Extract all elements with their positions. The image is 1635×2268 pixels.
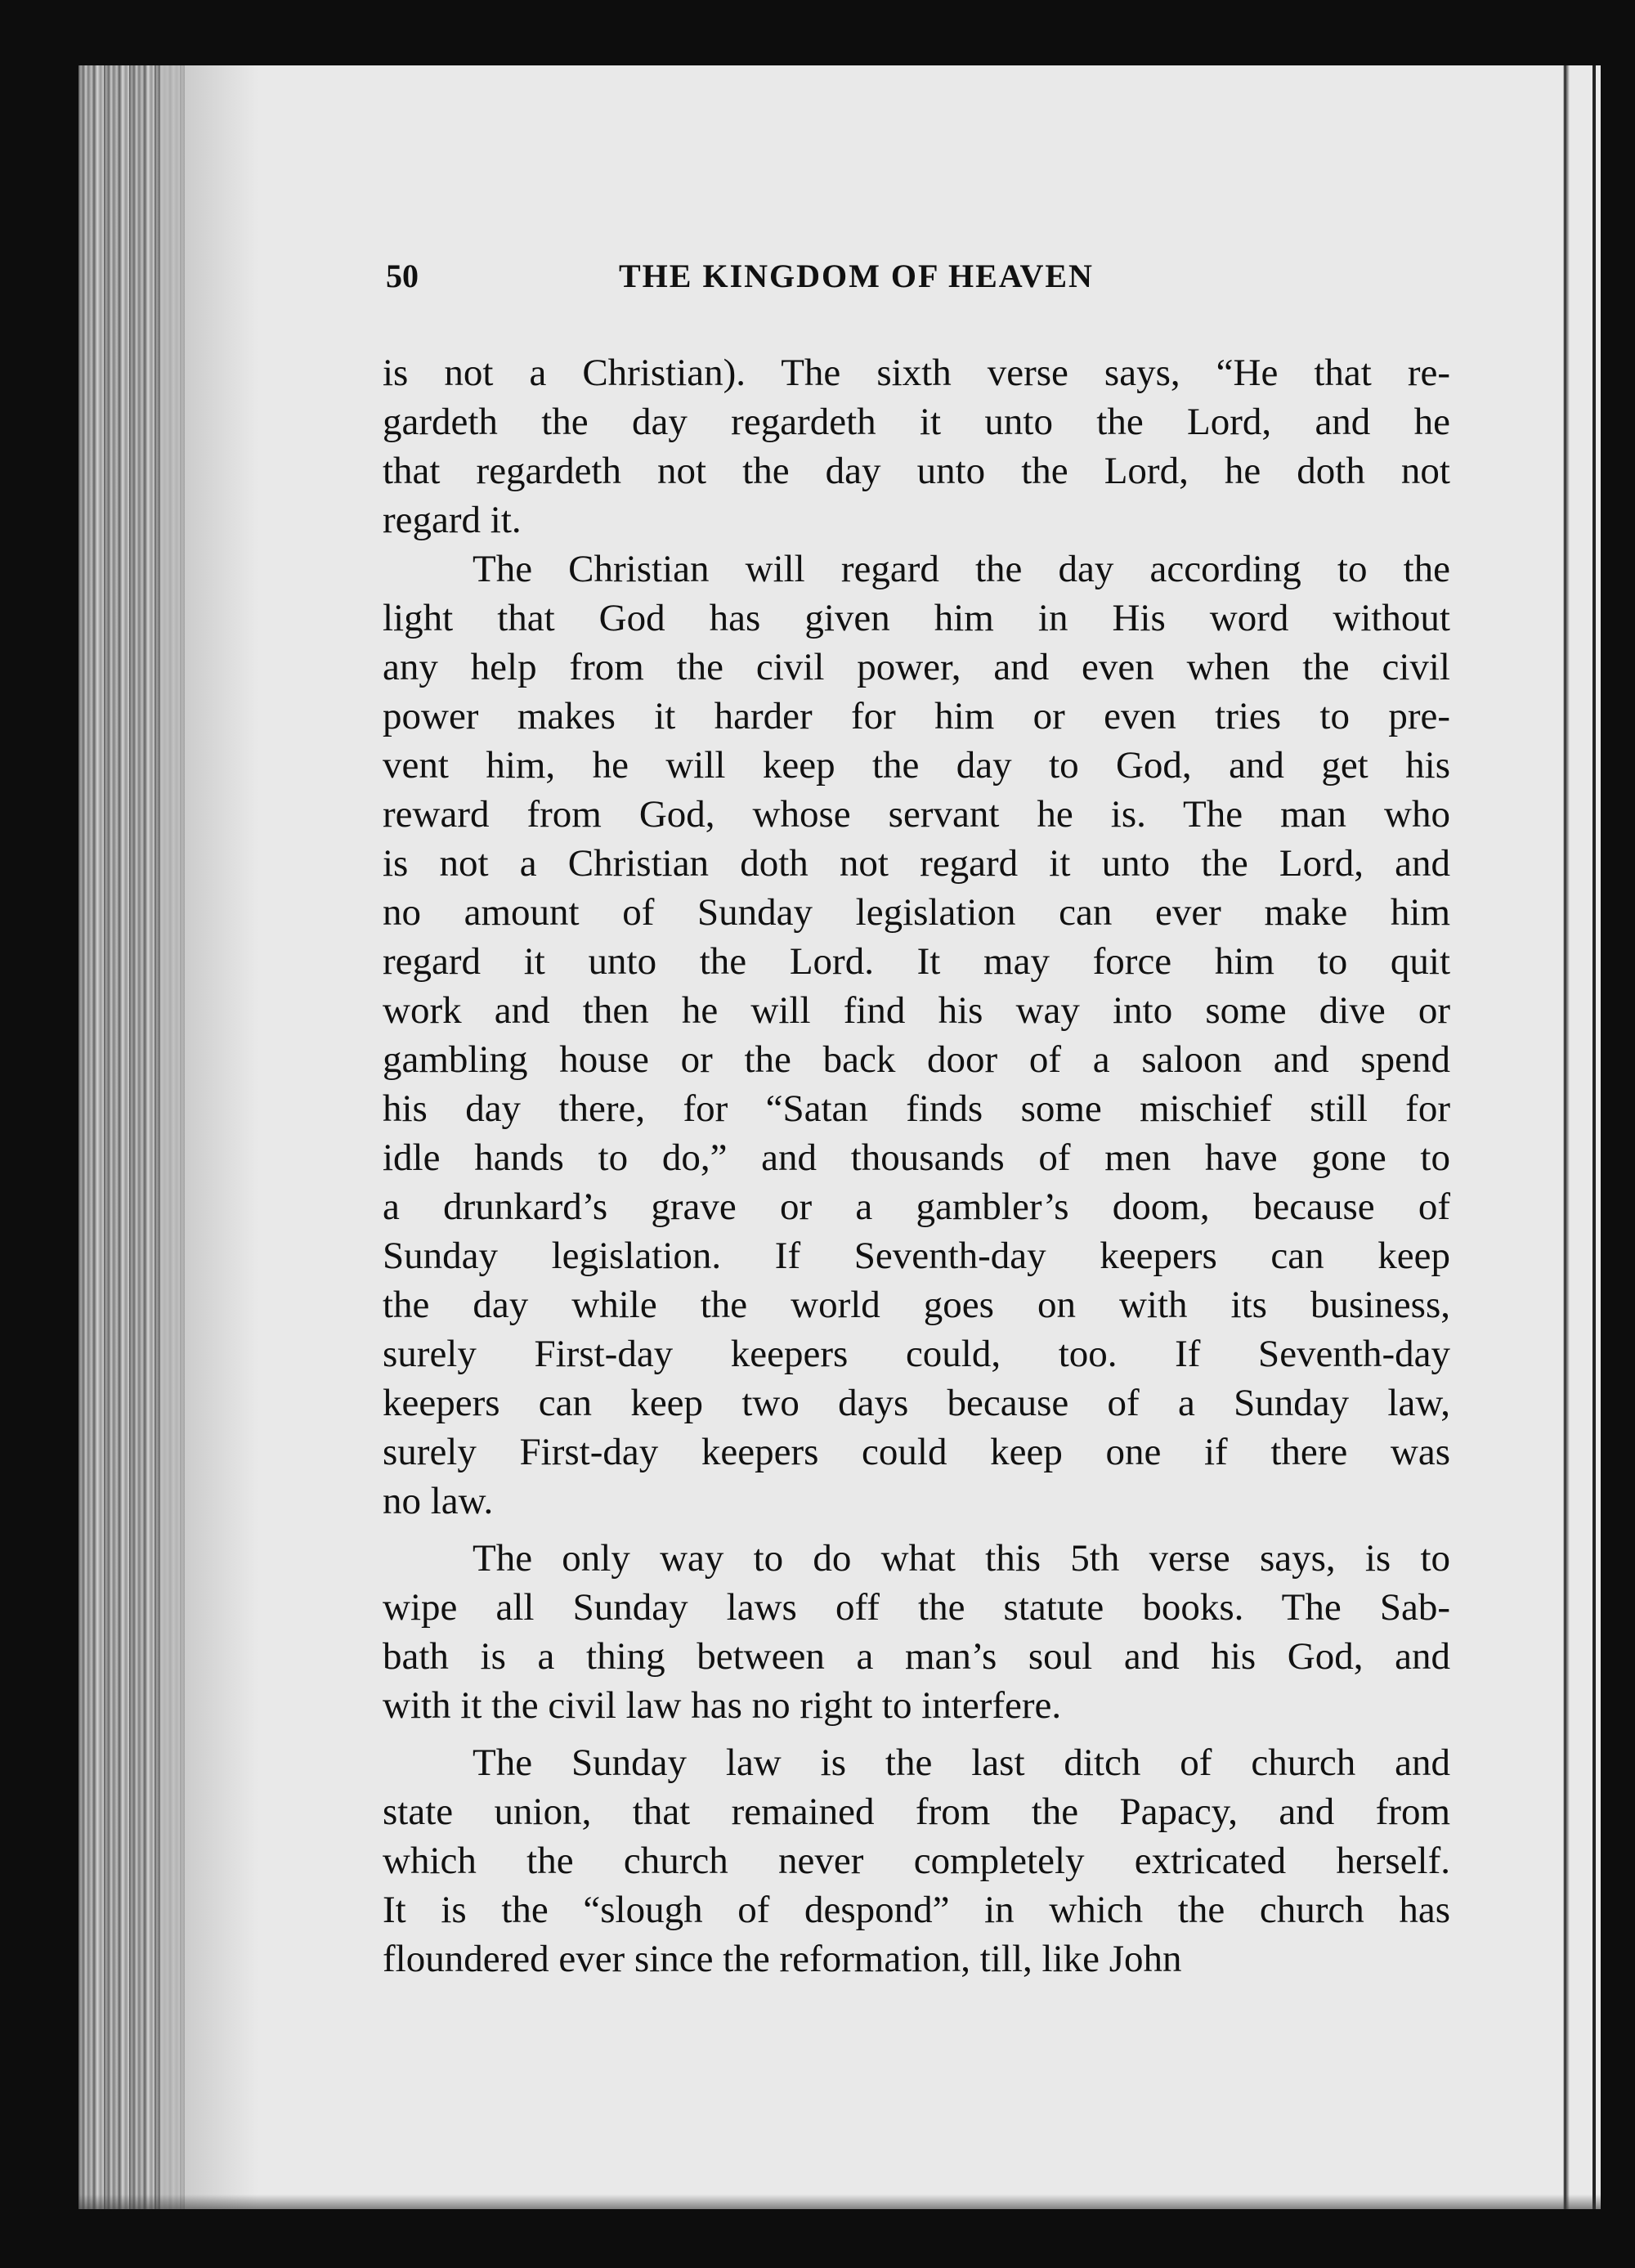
paragraph-gap <box>383 1526 1450 1534</box>
text-line: keepers can keep two days because of a Sunday law, <box>383 1382 1450 1424</box>
paragraph <box>383 348 1450 545</box>
text-line: regard it unto the Lord. It may force him to quit <box>383 940 1450 983</box>
page-number: 50 <box>386 258 419 294</box>
paragraph <box>383 545 1450 1526</box>
paragraph <box>383 1534 1450 1730</box>
text-line: is not a Christian). The sixth verse says, “He that re- <box>383 352 1450 394</box>
text-line: no law. <box>383 1480 494 1522</box>
text-line: floundered ever since the reformation, till, like John <box>383 1938 1182 1980</box>
text-line: which the church never completely extricated herself. <box>383 1840 1450 1882</box>
running-title: THE KINGDOM OF HEAVEN <box>619 258 1094 294</box>
paragraph <box>383 1738 1450 1983</box>
text-line: The Christian will regard the day according to the <box>473 548 1450 590</box>
running-head <box>386 257 1449 306</box>
text-line: the day while the world goes on with its business, <box>383 1284 1450 1326</box>
text-line: Sunday legislation. If Seventh-day keepers can keep <box>383 1235 1450 1277</box>
text-line: work and then he will find his way into some dive or <box>383 989 1450 1032</box>
body-text <box>383 348 1450 1983</box>
text-line: with it the civil law has no right to interfere. <box>383 1684 1062 1727</box>
text-line: The only way to do what this 5th verse says, is to <box>473 1537 1450 1580</box>
text-line: a drunkard’s grave or a gambler’s doom, because of <box>383 1186 1450 1228</box>
text-line: idle hands to do,” and thousands of men have gone to <box>383 1136 1450 1179</box>
text-line: gambling house or the back door of a saloon and spend <box>383 1038 1450 1081</box>
text-line: no amount of Sunday legislation can ever make him <box>383 891 1450 934</box>
page-edge <box>1552 65 1601 2209</box>
text-line: The Sunday law is the last ditch of church and <box>473 1741 1450 1784</box>
text-line: reward from God, whose servant he is. The man who <box>383 793 1450 836</box>
text-line: surely First-day keepers could keep one if there was <box>383 1431 1450 1473</box>
text-line: state union, that remained from the Papacy, and from <box>383 1791 1450 1833</box>
text-line: gardeth the day regardeth it unto the Lord, and he <box>383 401 1450 443</box>
text-line: that regardeth not the day unto the Lord, he doth not <box>383 450 1450 492</box>
text-line: his day there, for “Satan finds some mischief still for <box>383 1087 1450 1130</box>
text-line: power makes it harder for him or even tries to pre- <box>383 695 1450 737</box>
text-line: wipe all Sunday laws off the statute books. The Sab- <box>383 1586 1450 1629</box>
text-line: surely First-day keepers could, too. If Seventh-day <box>383 1333 1450 1375</box>
paragraph-gap <box>383 1730 1450 1738</box>
page-bottom-shadow <box>78 2194 1601 2209</box>
text-line: light that God has given him in His word without <box>383 597 1450 639</box>
text-line: is not a Christian doth not regard it unto the Lord, and <box>383 842 1450 885</box>
text-line: vent him, he will keep the day to God, and get his <box>383 744 1450 787</box>
text-line: regard it. <box>383 499 522 541</box>
text-line: bath is a thing between a man’s soul and his God, and <box>383 1635 1450 1678</box>
text-line: any help from the civil power, and even when the civil <box>383 646 1450 688</box>
text-line: It is the “slough of despond” in which the church has <box>383 1889 1450 1931</box>
gutter-shadow <box>160 65 258 2209</box>
